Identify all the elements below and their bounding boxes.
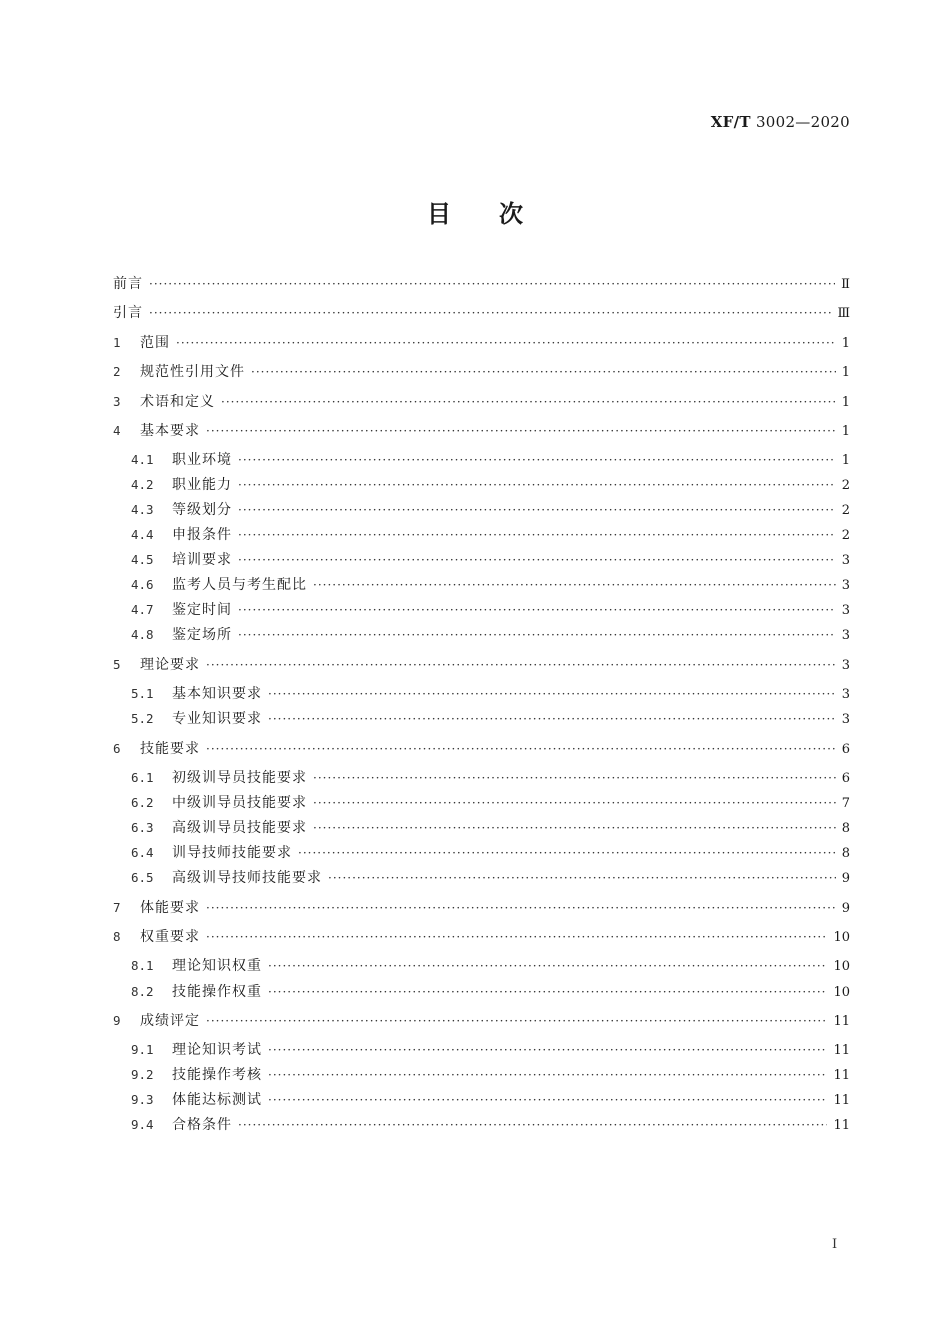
toc-leader-dots (238, 451, 836, 469)
toc-leader-dots (268, 685, 836, 703)
toc-number: 4.8 (131, 627, 154, 642)
toc-number: 5.1 (131, 686, 154, 701)
toc-leader-dots (206, 740, 836, 758)
toc-leader-dots (206, 1012, 827, 1030)
toc-leader-dots (149, 275, 835, 293)
toc-number: 8 (113, 929, 121, 944)
toc-label: 成绩评定 (140, 1013, 200, 1029)
toc-leader-dots (221, 393, 836, 411)
toc-leader-dots (149, 304, 831, 322)
toc-leader-dots (313, 576, 836, 594)
toc-page: Ⅱ (841, 277, 850, 292)
toc-entry-4-2[interactable] (131, 476, 850, 495)
toc-leader-dots (238, 476, 836, 494)
toc-label: 规范性引用文件 (140, 364, 245, 380)
toc-number: 1 (113, 335, 121, 350)
toc-entry-foreword[interactable] (113, 275, 850, 294)
toc-entry-4-6[interactable] (131, 576, 850, 595)
toc-page: 3 (841, 603, 850, 618)
toc-entry-6-3[interactable] (131, 819, 850, 838)
toc-page: 2 (841, 503, 850, 518)
toc-label: 职业能力 (172, 477, 232, 493)
toc-page: 6 (841, 742, 850, 757)
toc-number: 4.4 (131, 527, 154, 542)
standard-code (711, 113, 850, 131)
toc-leader-dots (268, 957, 827, 975)
toc-number: 9.3 (131, 1092, 154, 1107)
toc-leader-dots (206, 656, 836, 674)
toc-entry-9-2[interactable] (131, 1066, 850, 1085)
toc-entry-4-5[interactable] (131, 551, 850, 570)
toc-leader-dots (176, 334, 836, 352)
toc-page: 3 (841, 578, 850, 593)
toc-label: 范围 (140, 335, 170, 351)
toc-page: 11 (833, 1068, 850, 1083)
toc-leader-dots (206, 422, 836, 440)
toc-entry-9-4[interactable] (131, 1116, 850, 1135)
toc-entry-4-3[interactable] (131, 501, 850, 520)
toc-entry-8-1[interactable] (131, 957, 850, 976)
toc-number: 6.4 (131, 845, 154, 860)
toc-number: 6.2 (131, 795, 154, 810)
toc-number: 5 (113, 657, 121, 672)
toc-leader-dots (313, 819, 836, 837)
footer-page-number: I (832, 1237, 838, 1252)
toc-number: 4 (113, 423, 121, 438)
toc-number: 4.2 (131, 477, 154, 492)
toc-page: Ⅲ (837, 306, 850, 321)
toc-label: 专业知识要求 (172, 711, 262, 727)
toc-page: 1 (841, 395, 850, 410)
toc-page: 11 (833, 1118, 850, 1133)
toc-label: 体能要求 (140, 900, 200, 916)
toc-leader-dots (313, 769, 836, 787)
toc-leader-dots (238, 551, 836, 569)
toc-entry-6[interactable] (113, 740, 850, 759)
toc-label: 等级划分 (172, 502, 232, 518)
toc-label: 高级训导员技能要求 (172, 820, 307, 836)
toc-number: 9.2 (131, 1067, 154, 1082)
toc-number: 7 (113, 900, 121, 915)
toc-entry-4[interactable] (113, 422, 850, 441)
toc-entry-9[interactable] (113, 1012, 850, 1031)
toc-leader-dots (251, 363, 836, 381)
toc-number: 6 (113, 741, 121, 756)
toc-leader-dots (206, 899, 836, 917)
toc-page: 1 (841, 336, 850, 351)
toc-leader-dots (298, 844, 836, 862)
standard-code-prefix: XF/T (710, 113, 751, 131)
toc-number: 8.1 (131, 958, 154, 973)
toc-page: 11 (833, 1093, 850, 1108)
toc-label: 鉴定时间 (172, 602, 232, 618)
toc-page: 8 (841, 846, 850, 861)
toc-number: 9.1 (131, 1042, 154, 1057)
toc-page: 10 (833, 930, 850, 945)
page-title (0, 194, 950, 229)
toc-entry-6-4[interactable] (131, 844, 850, 863)
toc-label: 技能操作权重 (172, 984, 262, 1000)
toc-label: 权重要求 (140, 929, 200, 945)
toc-page: 10 (833, 985, 850, 1000)
toc-page: 10 (833, 959, 850, 974)
toc-entry-2[interactable] (113, 363, 850, 382)
toc-page: 11 (833, 1043, 850, 1058)
toc-entry-5[interactable] (113, 656, 850, 675)
toc-leader-dots (238, 526, 836, 544)
toc-number: 8.2 (131, 984, 154, 999)
toc-leader-dots (238, 601, 836, 619)
toc-number: 4.1 (131, 452, 154, 467)
toc-page: 3 (841, 712, 850, 727)
toc-leader-dots (238, 626, 836, 644)
toc-page: 6 (841, 771, 850, 786)
toc-label: 高级训导技师技能要求 (172, 870, 322, 886)
toc-entry-3[interactable] (113, 393, 850, 412)
toc-leader-dots (268, 1041, 827, 1059)
toc-leader-dots (313, 794, 836, 812)
toc-page: 7 (841, 796, 850, 811)
toc-page: 11 (833, 1014, 850, 1029)
toc-label: 技能操作考核 (172, 1067, 262, 1083)
standard-code-number: 3002—2020 (755, 113, 850, 131)
toc-label: 培训要求 (172, 552, 232, 568)
toc-leader-dots (328, 869, 836, 887)
toc-number: 4.7 (131, 602, 154, 617)
toc-page: 2 (841, 528, 850, 543)
toc-entry-6-2[interactable] (131, 794, 850, 813)
toc-label: 术语和定义 (140, 394, 215, 410)
toc-number: 9.4 (131, 1117, 154, 1132)
toc-label: 中级训导员技能要求 (172, 795, 307, 811)
toc-entry-7[interactable] (113, 899, 850, 918)
toc-entry-9-3[interactable] (131, 1091, 850, 1110)
toc-number: 4.5 (131, 552, 154, 567)
title-char-2: 次 (499, 200, 523, 228)
toc-page: 9 (841, 871, 850, 886)
toc-entry-9-1[interactable] (131, 1041, 850, 1060)
toc-entry-4-8[interactable] (131, 626, 850, 645)
toc-label: 职业环境 (172, 452, 232, 468)
toc-page: 3 (841, 687, 850, 702)
toc-label: 技能要求 (140, 741, 200, 757)
toc-page: 2 (841, 478, 850, 493)
toc-leader-dots (268, 983, 827, 1001)
toc-page: 1 (841, 453, 850, 468)
toc-entry-4-1[interactable] (131, 451, 850, 470)
toc-entry-8[interactable] (113, 928, 850, 947)
toc-label: 体能达标测试 (172, 1092, 262, 1108)
toc-entry-5-2[interactable] (131, 710, 850, 729)
toc-number: 2 (113, 364, 121, 379)
title-char-1: 目 (427, 200, 451, 228)
toc-label: 前言 (113, 276, 143, 292)
toc-page: 9 (841, 901, 850, 916)
toc-label: 鉴定场所 (172, 627, 232, 643)
toc-page: 3 (841, 658, 850, 673)
toc-page: 3 (841, 628, 850, 643)
toc-number: 5.2 (131, 711, 154, 726)
toc-number: 6.5 (131, 870, 154, 885)
toc-label: 合格条件 (172, 1117, 232, 1133)
toc-number: 3 (113, 394, 121, 409)
toc-number: 6.1 (131, 770, 154, 785)
toc-leader-dots (268, 1091, 827, 1109)
toc-entry-introduction[interactable] (113, 304, 850, 323)
toc-label: 训导技师技能要求 (172, 845, 292, 861)
toc-label: 初级训导员技能要求 (172, 770, 307, 786)
toc-number: 6.3 (131, 820, 154, 835)
toc-leader-dots (238, 1116, 827, 1134)
toc-page: 3 (841, 553, 850, 568)
toc-entry-4-4[interactable] (131, 526, 850, 545)
toc-page: 1 (841, 365, 850, 380)
toc-entry-6-5[interactable] (131, 869, 850, 888)
toc-number: 9 (113, 1013, 121, 1028)
toc-label: 理论知识考试 (172, 1042, 262, 1058)
toc-entry-1[interactable] (113, 334, 850, 353)
toc-number: 4.6 (131, 577, 154, 592)
toc-entry-4-7[interactable] (131, 601, 850, 620)
toc-entry-5-1[interactable] (131, 685, 850, 704)
toc-label: 引言 (113, 305, 143, 321)
toc-label: 基本要求 (140, 423, 200, 439)
toc-leader-dots (268, 710, 836, 728)
toc-leader-dots (268, 1066, 827, 1084)
toc-label: 申报条件 (172, 527, 232, 543)
toc-number: 4.3 (131, 502, 154, 517)
toc-page: 1 (841, 424, 850, 439)
toc-entry-6-1[interactable] (131, 769, 850, 788)
toc-label: 理论要求 (140, 657, 200, 673)
toc-page: 8 (841, 821, 850, 836)
toc-leader-dots (238, 501, 836, 519)
toc-leader-dots (206, 928, 827, 946)
toc-label: 监考人员与考生配比 (172, 577, 307, 593)
toc-label: 理论知识权重 (172, 958, 262, 974)
toc-entry-8-2[interactable] (131, 983, 850, 1002)
toc-label: 基本知识要求 (172, 686, 262, 702)
